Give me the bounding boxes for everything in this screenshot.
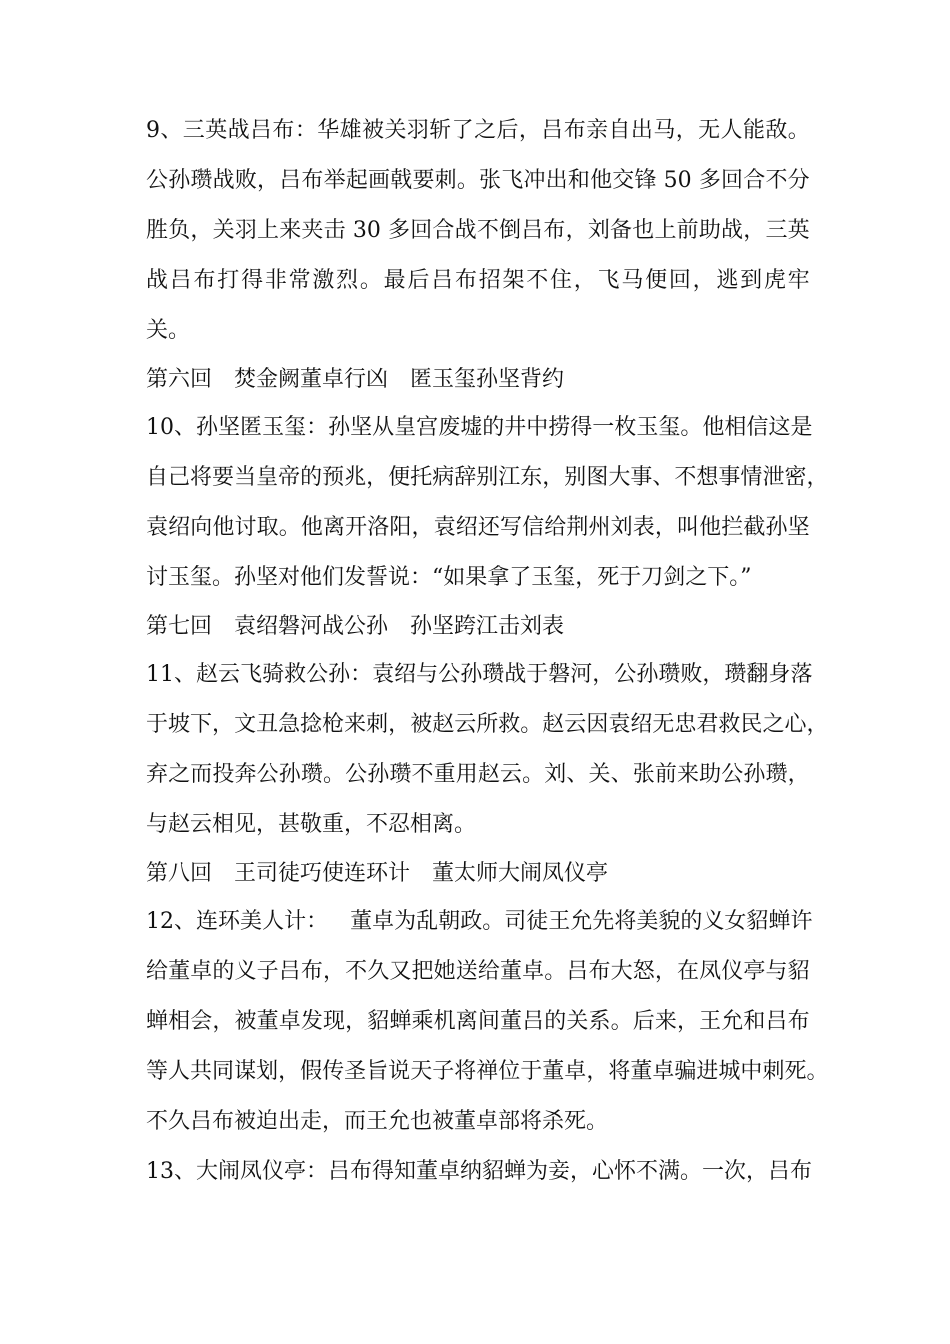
chapter-heading bbox=[146, 850, 810, 897]
paragraph bbox=[146, 897, 829, 1147]
text-line: 于 坡 下 ， 文 丑 急 捻 枪 来 刺 ， 被 赵 云 所 救 。 赵 云 因 袁 绍 无 忠 君 救 民 之 心 ， bbox=[146, 712, 829, 737]
chapter-heading bbox=[146, 356, 810, 403]
text-line: 10 、 孙 坚 匿 玉 玺 ： 孙 坚 从 皇 宫 废 墟 的 井 中 捞 得 一 枚 玉 玺 。 他 相 信 这 是 bbox=[146, 415, 813, 440]
text-line: 12 、 连 环 美 人 计 ： 董 卓 为 乱 朝 政 。 司 徒 王 允 先 将 美 貌 的 义 女 貂 蝉 许 bbox=[146, 909, 813, 934]
text-line: 给 董 卓 的 义 子 吕 布 ， 不 久 又 把 她 送 给 董 卓 。 吕 布 大 怒 ， 在 凤 仪 亭 与 貂 bbox=[146, 959, 810, 984]
text-line: 弃 之 而 投 奔 公 孙 瓒 。 公 孙 瓒 不 重 用 赵 云 。 刘 、 关 、 张 前 来 助 公 孙 瓒 ， bbox=[146, 762, 810, 787]
text-line: 袁 绍 向 他 讨 取 。 他 离 开 洛 阳 ， 袁 绍 还 写 信 给 荆 州 刘 表 ， 叫 他 拦 截 孙 坚 bbox=[146, 515, 810, 540]
heading-text: 第六回 焚金阙董卓行凶 匿玉玺孙坚背约 bbox=[146, 367, 565, 392]
text-line: 战 吕 布 打 得 非 常 激 烈 。 最 后 吕 布 招 架 不 住 ， 飞 马 便 回 ， 逃 到 虎 牢 bbox=[146, 268, 810, 293]
text-line: 胜 负 ， 关 羽 上 来 夹 击 30 多 回 合 战 不 倒 吕 布 ， 刘 备 也 上 前 助 战 ， 三 英 bbox=[146, 218, 810, 243]
paragraph bbox=[146, 1147, 810, 1197]
text-line: 9 、 三 英 战 吕 布 ： 华 雄 被 关 羽 斩 了 之 后 ， 吕 布 亲 自 出 马 ， 无 人 能 敌 。 bbox=[146, 118, 810, 143]
text-line: 与赵云相见，甚敬重，不忍相离。 bbox=[146, 812, 477, 837]
text-line: 等 人 共 同 谋 划 ， 假 传 圣 旨 说 天 子 将 禅 位 于 董 卓 ， 将 董 卓 骗 进 城 中 刺 死 。 bbox=[146, 1059, 829, 1084]
text-line: 不久吕布被迫出走，而王允也被董卓部将杀死。 bbox=[146, 1109, 609, 1134]
chapter-heading bbox=[146, 603, 810, 650]
heading-text: 第八回 王司徒巧使连环计 董太师大闹凤仪亭 bbox=[146, 861, 609, 886]
text-line: 蝉 相 会 ， 被 董 卓 发 现 ， 貂 蝉 乘 机 离 间 董 吕 的 关 系 。 后 来 ， 王 允 和 吕 布 bbox=[146, 1009, 810, 1034]
text-line: 13、大闹凤仪亭：吕布得知董卓纳貂蝉为妾，心怀不满。一次，吕布 bbox=[146, 1159, 812, 1184]
paragraph bbox=[146, 650, 829, 850]
text-line: 公 孙 瓒 战 败 ， 吕 布 举 起 画 戟 要 刺 。 张 飞 冲 出 和 他 交 锋 50 多 回 合 不 分 bbox=[146, 168, 810, 193]
paragraph bbox=[146, 106, 810, 356]
text-line: 关。 bbox=[146, 318, 191, 343]
document-body bbox=[146, 106, 829, 1197]
text-line: 自 己 将 要 当 皇 帝 的 预 兆 ， 便 托 病 辞 别 江 东 ， 别 图 大 事 、 不 想 事 情 泄 密 ， bbox=[146, 465, 829, 490]
text-line: 讨玉玺。孙坚对他们发誓说：“如果拿了玉玺，死于刀剑之下。” bbox=[146, 565, 752, 590]
heading-text: 第七回 袁绍磐河战公孙 孙坚跨江击刘表 bbox=[146, 614, 565, 639]
paragraph bbox=[146, 403, 829, 603]
text-line: 11 、 赵 云 飞 骑 救 公 孙 ： 袁 绍 与 公 孙 瓒 战 于 磐 河 ， 公 孙 瓒 败 ， 瓒 翻 身 落 bbox=[146, 662, 813, 687]
